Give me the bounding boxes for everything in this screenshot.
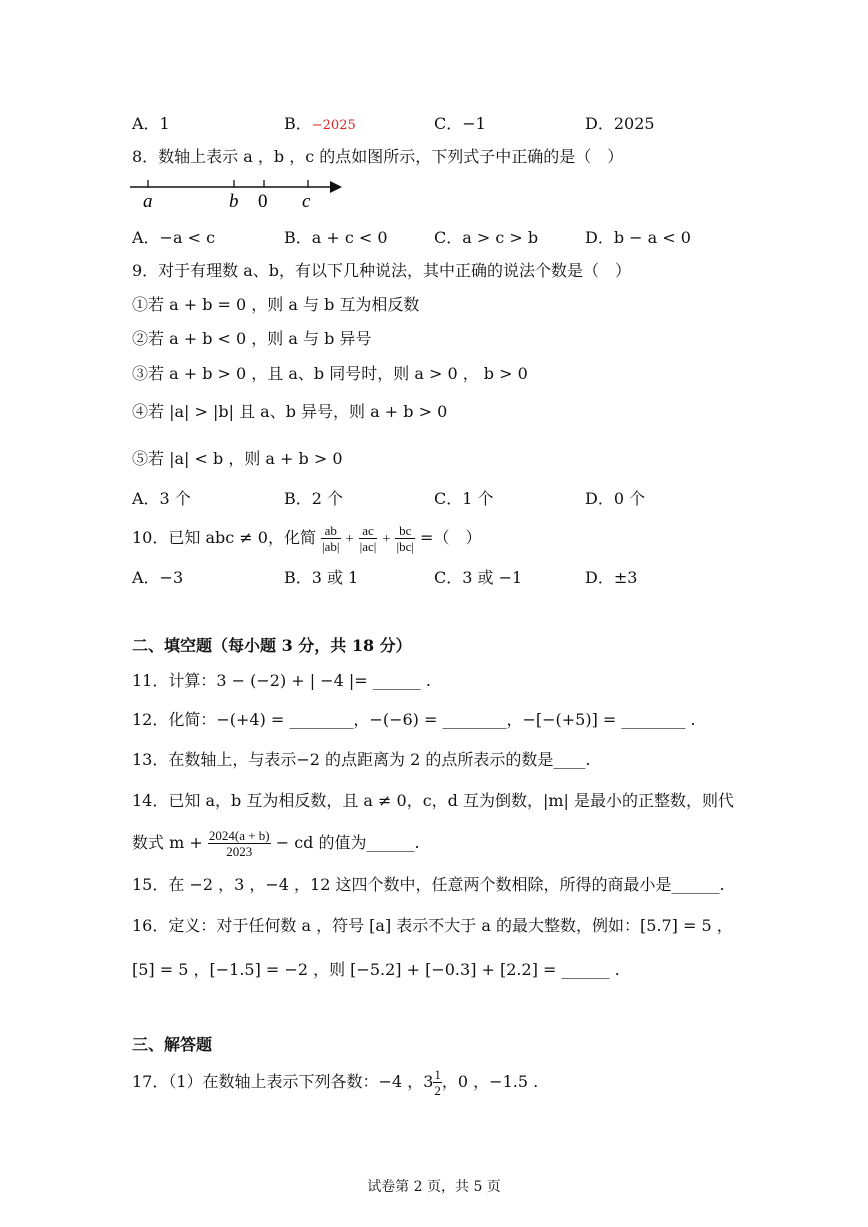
q7-option-b-prefix: B． — [284, 114, 312, 133]
q17-frac-den: 2 — [434, 1083, 441, 1098]
q14-fraction — [208, 828, 271, 859]
q14-frac-den: 2023 — [226, 844, 253, 859]
label-zero: 0 — [258, 191, 268, 212]
q14-suffix: − cd 的值为______. — [275, 833, 420, 852]
q10-option-c: C．3 或 −1 — [434, 568, 523, 587]
q17-frac-num: 1 — [434, 1067, 441, 1082]
q11: 11．计算：3 − (−2) + | −4 |= ______ . — [132, 671, 431, 690]
q10-frac2-num: ac — [359, 523, 378, 539]
q14-line-1: 14．已知 a，b 互为相反数，且 a ≠ 0，c，d 互为倒数，|m| 是最小的正整数，则代 — [132, 791, 735, 810]
q10-stem: 10．已知 abc ≠ 0，化简 $\frac{ab}{|ab|}$ + $\frac{ac}{|ac|}$ + $\frac{bc}{|bc|}$ =（ ） — [132, 523, 482, 554]
q9-item-3: ③若 a + b > 0 ，且 a、b 同号时，则 a > 0 ， b > 0 — [132, 364, 528, 383]
q9-option-a: A．3 个 — [132, 489, 191, 508]
q10-option-d: D．±3 — [585, 568, 638, 587]
q7-option-b-value: −2025 — [311, 118, 356, 133]
q10-suffix: =（ ） — [420, 528, 482, 547]
q10-frac2-den: |ac| — [359, 539, 377, 554]
q9-option-d: D．0 个 — [585, 489, 646, 508]
q8-option-b: B．a + c < 0 — [284, 228, 388, 247]
q12: 12．化简：−(+4) = ________，−(−6) = ________，−[−(+5)] = ________ . — [132, 710, 696, 729]
label-a: a — [143, 191, 153, 212]
q8-option-c: C．a > c > b — [434, 228, 539, 247]
q9-stem: 9．对于有理数 a、b，有以下几种说法，其中正确的说法个数是（ ） — [132, 261, 632, 280]
q9-item-5: ⑤若 |a| < b ，则 a + b > 0 — [132, 449, 343, 468]
q16-line-1: 16．定义：对于任何数 a ，符号 [a] 表示不大于 a 的最大整数，例如：[5.7] = 5 ， — [132, 916, 733, 935]
section-3-title: 三、解答题 — [132, 1035, 213, 1054]
q10-fraction-3 — [395, 523, 414, 554]
q9-item-2: ②若 a + b < 0 ，则 a 与 b 异号 — [132, 329, 372, 348]
q10-prefix: 10．已知 abc ≠ 0，化简 — [132, 528, 316, 547]
q7-option-b — [284, 113, 356, 137]
label-c: c — [302, 191, 311, 212]
section-2-title: 二、填空题（每小题 3 分，共 18 分） — [132, 636, 412, 655]
q10-frac3-num: bc — [395, 523, 414, 539]
q7-option-a: A．1 — [132, 114, 170, 133]
q13: 13．在数轴上，与表示−2 的点距离为 2 的点所表示的数是____. — [132, 750, 591, 769]
q17 — [132, 1062, 538, 1102]
q10-fraction-1 — [321, 523, 340, 554]
q10-frac3-den: |bc| — [396, 539, 414, 554]
q14-prefix: 数式 m + — [132, 833, 203, 852]
q8-option-d: D．b − a < 0 — [585, 228, 691, 247]
q17-mixed-fraction — [433, 1067, 442, 1098]
q10-fraction-2 — [359, 523, 378, 554]
q10-frac1-num: ab — [321, 523, 340, 539]
q9-option-c: C．1 个 — [434, 489, 494, 508]
q16-line-2: [5] = 5 ，[−1.5] = −2 ，则 [−5.2] + [−0.3] + [2.2] = ______ . — [132, 960, 620, 979]
q10-frac1-den: |ab| — [322, 539, 340, 554]
q14-line-2 — [132, 823, 420, 863]
q9-option-b: B．2 个 — [284, 489, 344, 508]
q15: 15．在 −2 ，3 ，−4 ，12 这四个数中，任意两个数相除，所得的商最小是______. — [132, 875, 725, 894]
q8-number-line — [128, 174, 350, 212]
label-b: b — [229, 191, 239, 212]
q7-option-c: C．−1 — [434, 114, 486, 133]
q8-stem: 8．数轴上表示 a ，b ，c 的点如图所示，下列式子中正确的是（ ） — [132, 147, 624, 166]
q9-item-4: ④若 |a| > |b| 且 a、b 异号，则 a + b > 0 — [132, 402, 448, 421]
q7-option-d: D．2025 — [585, 114, 655, 133]
q10-option-a: A．−3 — [132, 568, 184, 587]
q17-prefix: 17．（1）在数轴上表示下列各数：−4 ，3 — [132, 1072, 434, 1091]
q8-option-a: A．−a < c — [132, 228, 216, 247]
q9-item-1: ①若 a + b = 0 ，则 a 与 b 互为相反数 — [132, 295, 420, 314]
q14-frac-num: 2024(a + b) — [208, 828, 270, 843]
page-footer: 试卷第 2 页，共 5 页 — [367, 1179, 501, 1195]
number-line-arrow — [330, 181, 342, 193]
q17-suffix: ，0 ，−1.5 . — [441, 1072, 539, 1091]
q10-option-b: B．3 或 1 — [284, 568, 359, 587]
